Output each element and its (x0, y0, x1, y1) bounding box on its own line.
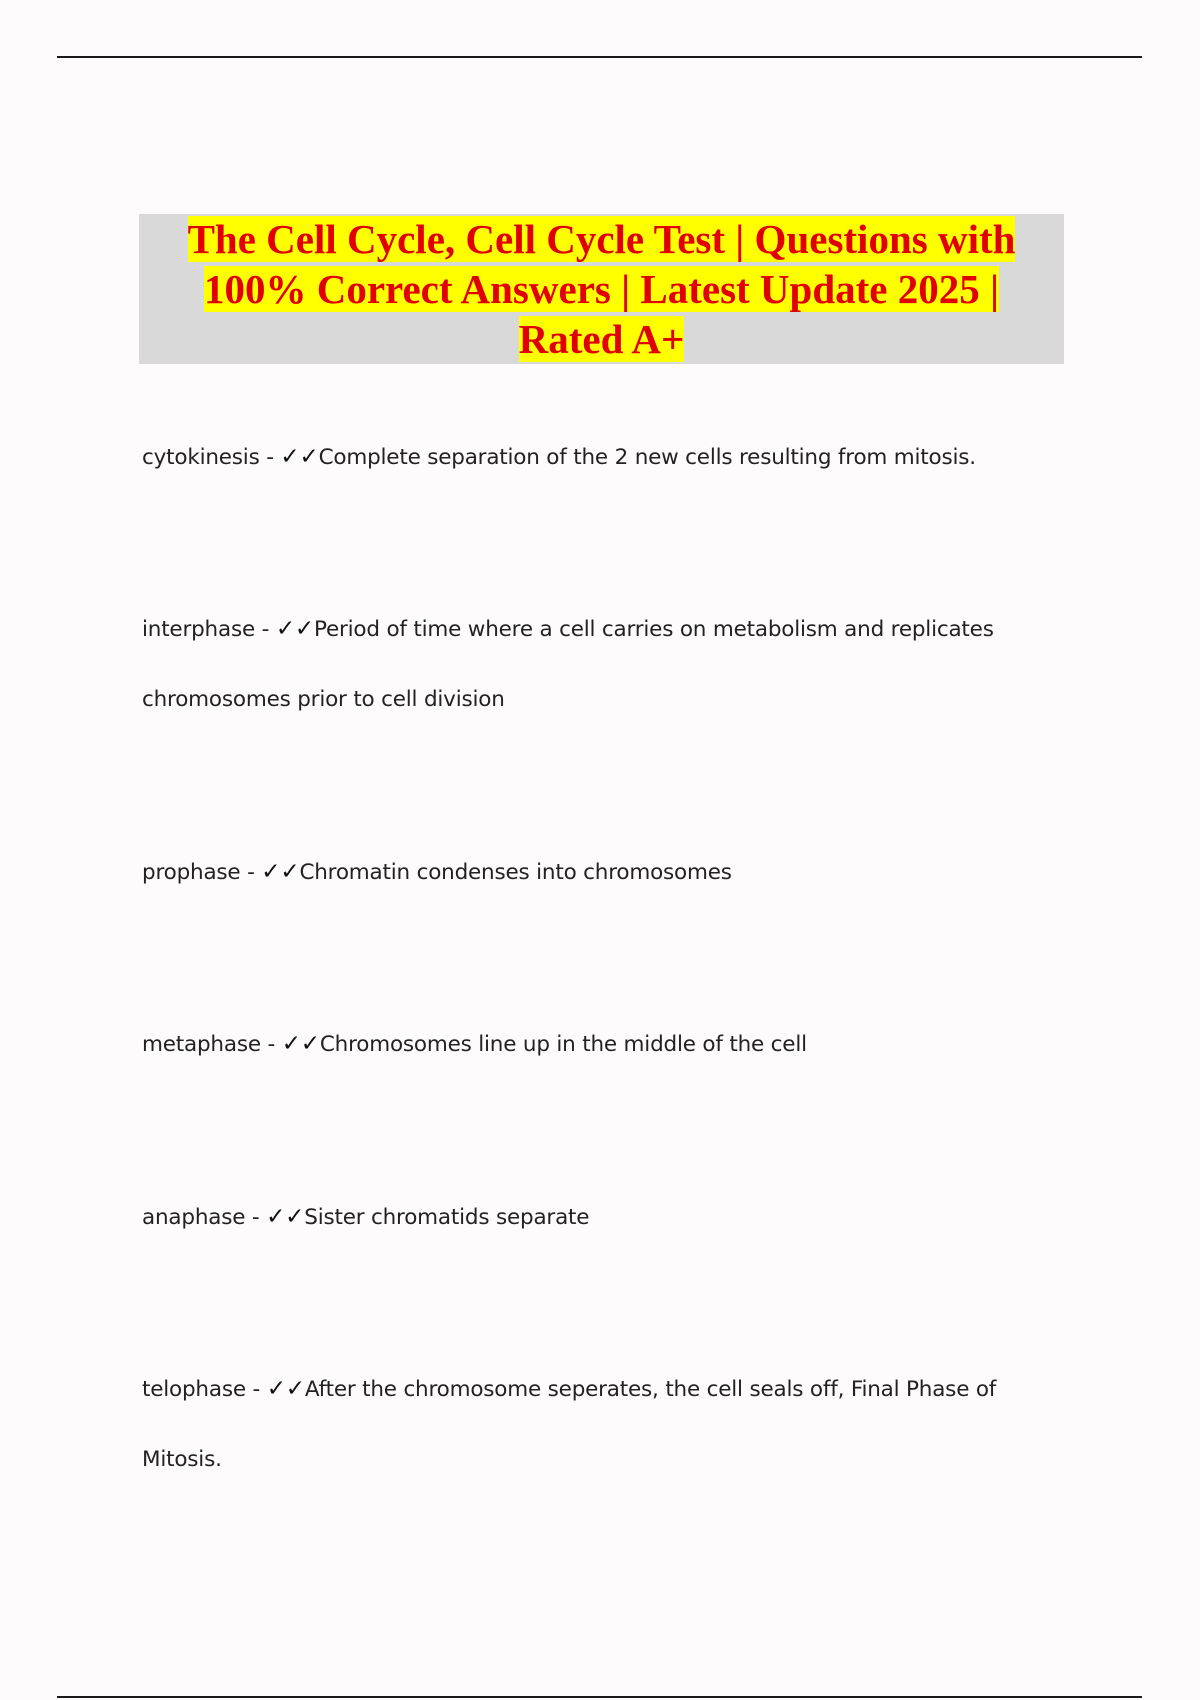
list-item (142, 837, 1062, 908)
entry-definition: Complete separation of the 2 new cells resulting from mitosis. (318, 445, 976, 470)
entry-separator: - (245, 1205, 267, 1230)
list-item (142, 1354, 1062, 1495)
check-mark-icon: ✓✓ (266, 1204, 305, 1230)
entry-definition: Sister chromatids separate (304, 1205, 590, 1230)
entry-definition: Chromosomes line up in the middle of the cell (319, 1032, 807, 1057)
entry-separator: - (254, 617, 276, 642)
entry-term: telophase (142, 1377, 246, 1402)
check-mark-icon: ✓✓ (261, 859, 300, 885)
header-rule (57, 56, 1142, 58)
check-mark-icon: ✓✓ (281, 1031, 320, 1057)
list-item (142, 1182, 1062, 1253)
entry-separator: - (240, 860, 262, 885)
entry-separator: - (260, 1032, 282, 1057)
list-item (142, 594, 1062, 735)
entry-term: cytokinesis (142, 445, 260, 470)
title-box (139, 214, 1064, 364)
entry-separator: - (245, 1377, 267, 1402)
entry-term: prophase (142, 860, 241, 885)
check-mark-icon: ✓✓ (280, 444, 319, 470)
entry-definition: Period of time where a cell carries on metabolism and replicates chromosomes prior to cell division (142, 617, 994, 712)
footer-rule (57, 1696, 1142, 1698)
list-item (142, 1009, 1062, 1080)
title-highlight: The Cell Cycle, Cell Cycle Test | Questions with 100% Correct Answers | Latest Update 2025 | Rated A+ (187, 216, 1016, 362)
entry-term: interphase (142, 617, 255, 642)
entry-separator: - (259, 445, 281, 470)
entry-definition: After the chromosome seperates, the cell seals off, Final Phase of Mitosis. (142, 1377, 997, 1472)
check-mark-icon: ✓✓ (275, 616, 314, 642)
entry-definition: Chromatin condenses into chromosomes (299, 860, 732, 885)
check-mark-icon: ✓✓ (266, 1376, 305, 1402)
document-title (139, 214, 1064, 364)
entry-term: metaphase (142, 1032, 261, 1057)
list-item (142, 422, 1062, 493)
entry-term: anaphase (142, 1205, 246, 1230)
